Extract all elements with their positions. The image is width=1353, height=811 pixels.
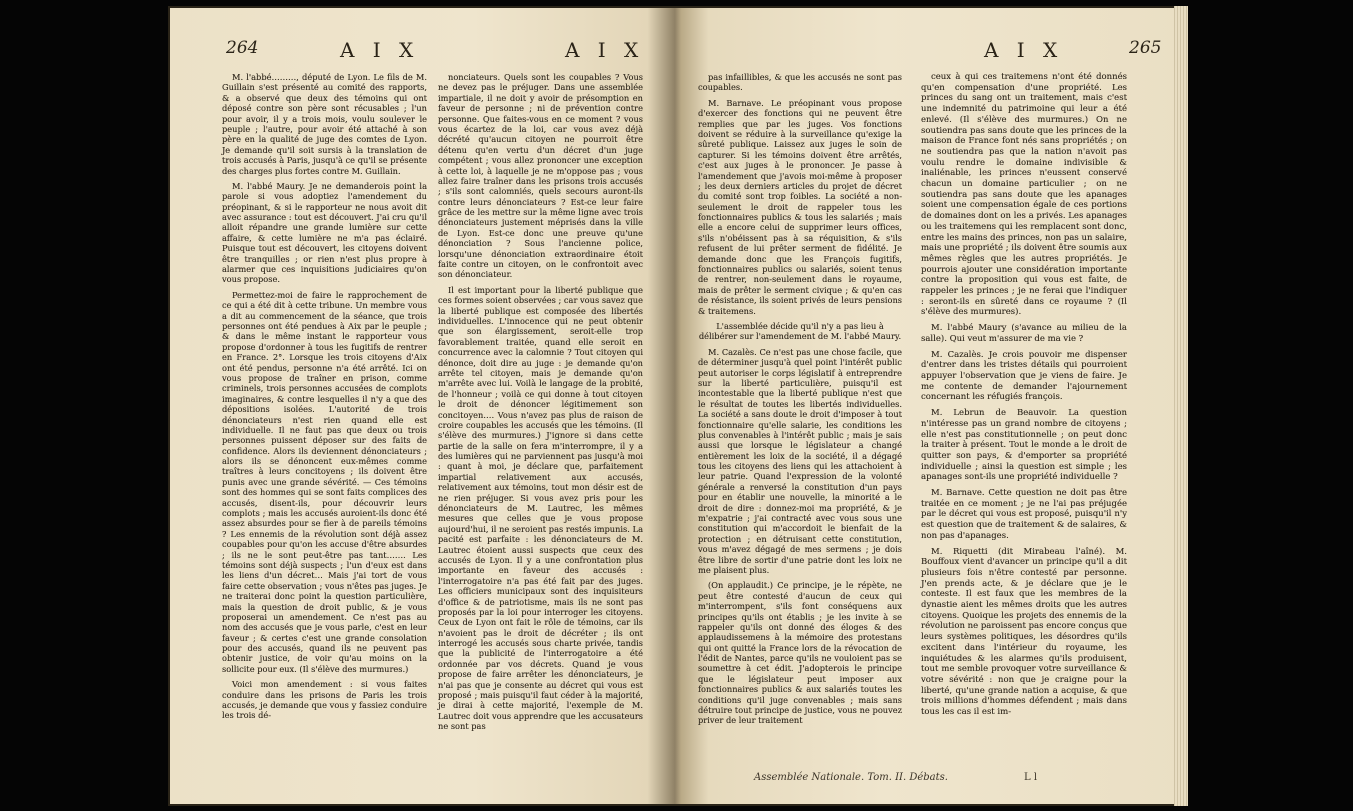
- signature-mark: L l: [1024, 772, 1038, 783]
- page-signature: Assemblée Nationale. Tom. II. Débats.: [754, 772, 948, 783]
- paragraph: M. Barnave. Le préopinant vous propose d'exercer des fonctions qui ne peuvent être remplies que par les juges. Vos fonctions doivent se réduire à la surveillance qu'exige la sûreté publique. Laissez aux juges le soin de capturer. Si les témoins doivent être arrêtés, c'est aux juges à le prononcer. Je passe à l'amendement que j'avois moi-même à proposer ; les deux derniers articles du projet de décret du comité sont trop foibles. La société a non-seulement le droit de rappeler tous les fonctionnaires publics & tous les salariés ; mais elle a encore celui de supprimer leurs offices, s'ils n'obéissent pas à sa réquisition, & s'ils refusent de lui prêter serment de fidélité. Je demande donc que les François fugitifs, fonctionnaires publics ou salariés, soient tenus de rentrer, non-seulement dans le royaume, mais de prêter le serment civique ; & qu'en cas de résistance, ils soient privés de leurs pensions & traitemens.: [698, 97, 902, 316]
- right-page-edges: [1174, 6, 1188, 806]
- paragraph: pas infaillibles, & que les accusés ne sont pas coupables.: [698, 72, 902, 93]
- paragraph: (On applaudit.) Ce principe, je le répète, ne peut être contesté d'aucun de ceux qui m'interrompent, s'ils font conséquens aux principes qu'ils ont établis ; je les invite à se rappeler qu'ils ont donné des éloges & des applaudissemens à la mémoire des protestans qui ont quitté la France lors de la révocation de l'édit de Nantes, parce qu'ils ne vouloient pas se soumettre à cet édit. J'adopterois le principe que le législateur peut imposer aux fonctionnaires publics & aux salariés toutes les conditions qu'il juge convenables ; mais sans détruire tout principe de justice, vous ne pouvez priver de leur traitement: [698, 580, 902, 726]
- paragraph: M. l'abbé Maury. Je ne demanderois point la parole si vous adoptiez l'amendement du préopinant, & si le rapporteur ne nous avoit dit avec assurance : tout est découvert. J'ai cru qu'il alloit répandre une grande lumière sur cette affaire, & cette lumière ne m'a pas éclairé. Puisque tout est découvert, les citoyens doivent être tranquilles ; or rien n'est plus propre à alarmer que ces inquisitions judiciaires qu'on vous propose.: [222, 180, 427, 285]
- paragraph: Permettez-moi de faire le rapprochement de ce qui a été dit à cette tribune. Un membre vous a dit au commencement de la séance, que trois personnes ont été pendues à Aix par le peuple ; & dans le même instant le rapporteur vous propose d'ordonner à tous les fugitifs de rentrer en France. 2°. Lorsque les trois citoyens d'Aix ont été pendus, personne n'a été arrêté. Ici on vous propose de traîner en prison, comme criminels, trois personnes accusées de complots imaginaires, & contre lesquelles il n'y a que des dépositions isolées. L'autorité de trois dénonciateurs n'est rien quand elle est individuelle. Il ne faut pas que deux ou trois personnes puissent déposer sur des faits de confidence. Alors ils deviennent dénonciateurs ; alors ils se dénoncent eux-mêmes comme traîtres à leurs concitoyens ; ils doivent être punis avec une grande sévérité. — Ces témoins sont des hommes qui se sont faits complices des accusés, disent-ils, pour découvrir leurs complots ; mais les accusés auroient-ils donc été assez absurdes pour se fier à de pareils témoins ? Les ennemis de la révolution sont déjà assez coupables pour qu'on les accuse d'être absurdes ; ils ne le sont peut-être pas tant……. Les témoins sont déjà suspects ; l'un d'eux est dans les liens d'un décret… Mais j'ai tort de vous faire cette observation ; vous n'êtes pas juges. Je ne traiterai donc point la question particulière, mais la question de droit public, & je vous proposerai un amendement. Ce n'est pas au nom des accusés que je vous parle, c'est en leur faveur ; & certes c'est une grande consolation pour des accusés, quand ils ne peuvent pas obtenir justice, de voir qu'au moins on la sollicite pour eux. (Il s'élève des murmures.): [222, 289, 427, 674]
- right-page: [694, 10, 1174, 795]
- right-page-column-2: [921, 72, 1127, 723]
- left-page-column-1: [222, 72, 427, 726]
- paragraph: M. Barnave. Cette question ne doit pas être traitée en ce moment ; je ne l'ai pas préjugée par le décret qui vous est proposé, puisqu'il n'y est question que de traitement & de salaires, & non pas d'apanages.: [921, 488, 1127, 541]
- running-head: A I X: [565, 38, 645, 62]
- paragraph: M. Riquetti (dit Mirabeau l'aîné). M. Bouffoux vient d'avancer un principe qu'il a dit plusieurs fois n'être contesté par personne. J'en prends acte, & je déclare que je le conteste. Il est faux que les membres de la dynastie aient les mêmes droits que les autres citoyens. Quoique les projets des ennemis de la révolution ne paroissent pas encore conçus que leurs systèmes politiques, les désordres qu'ils excitent dans l'intérieur du royaume, les inquiétudes & les alarmes qu'ils produisent, tout me semble provoquer votre surveillance & votre sévérité : non que je craigne pour la liberté, qu'une grande nation a acquise, & que trois millions d'hommes défendent ; mais dans tous les cas il est im-: [921, 546, 1127, 718]
- paragraph: M. l'abbé Maury (s'avance au milieu de la salle). Qui veut m'assurer de ma vie ?: [921, 323, 1127, 344]
- paragraph: Il est important pour la liberté publique que ces formes soient observées ; car vous savez que la liberté publique est composée des libertés individuelles. L'innocence qui ne peut obtenir que son élargissement, seroit-elle trop favorablement traitée, quand elle seroit en concurrence avec la calomnie ? Tout citoyen qui dénonce, doit dire au juge : je demande qu'on arrête tel citoyen, mais je demande qu'on m'arrête avec lui. Voilà le langage de la probité, de l'honneur ; voilà ce qui donne à tout citoyen le droit de dénoncer légitimement son concitoyen…. Vous n'avez pas plus de raison de croire coupables les accusés que les témoins. (Il s'élève des murmures.) J'ignore si dans cette partie de la salle on fera m'interrompre, il y a des lumières qui ne parviennent pas jusqu'à moi : quant à moi, je déclare que, parfaitement impartial relativement aux accusés, relativement aux témoins, tout mon désir est de ne rien préjuger. Si vous avez pris pour les dénonciateurs de M. Lautrec, les mêmes mesures que celles que je vous propose aujourd'hui, il ne seroient pas restés impunis. La pacité est parfaite : les dénonciateurs de M. Lautrec étoient aussi suspects que ceux des accusés de Lyon. Il y a une confrontation plus importante en faveur des accusés : l'interrogatoire n'a pas été fait par des juges. Les officiers municipaux sont des inquisiteurs d'office & de patriotisme, mais ils ne sont pas proposés par la loi pour interroger les citoyens. Ceux de Lyon ont fait le rôle de témoins, car ils n'avoient pas le droit de décréter ; ils ont interrogé les accusés sous charte privée, tandis que la publicité de l'interrogatoire a été ordonnée par vos décrets. Quand je vous propose de faire arrêter les dénonciateurs, je n'ai pas que je consente au décret qui vous est proposé ; mais puisqu'il faut céder à la majorité, je dirai à cette majorité, l'exemple de M. Lautrec doit vous apprendre que les accusateurs ne sont pas: [438, 284, 643, 732]
- paragraph: M. Cazalès. Ce n'est pas une chose facile, que de déterminer jusqu'à quel point l'intérêt public peut autoriser le corps législatif à entreprendre sur la liberté particulière, puisqu'il est incontestable que la liberté publique n'est que le résultat de toutes les libertés individuelles. La société a sans doute le droit d'imposer à tout fonctionnaire qu'elle salarie, les conditions les plus convenables à l'intérêt public ; mais je sais aussi que lorsque le législateur a changé entièrement les loix de la société, il a dégagé tous les citoyens des liens qui les attachoient à leur patrie. Quand l'expression de la volonté générale a renversé la constitution d'un pays pour en établir une nouvelle, la minorité a le droit de dire : donnez-moi ma propriété, & je m'expatrie ; j'ai contracté avec vous sous une constitution qui m'accordoit le bienfait de la protection ; en détruisant cette constitution, vous m'avez dégagé de mes sermens ; je dois être libre de sortir d'une patrie dont les loix ne me plaisent plus.: [698, 346, 902, 575]
- running-head: A I X: [984, 38, 1064, 62]
- running-head: A I X: [340, 38, 420, 62]
- right-page-column-1: [698, 72, 902, 731]
- paragraph: L'assemblée décide qu'il n'y a pas lieu à délibérer sur l'amendement de M. l'abbé Maury.: [698, 320, 902, 342]
- left-page: [180, 10, 660, 795]
- page-number: 264: [226, 38, 259, 58]
- paragraph: M. Cazalès. Je crois pouvoir me dispenser d'entrer dans les tristes détails qui pourroient appuyer l'observation que je viens de faire. Je me contente de demander l'ajournement concernant les réfugiés françois.: [921, 349, 1127, 403]
- paragraph: nonciateurs. Quels sont les coupables ? Vous ne devez pas le préjuger. Dans une assemblée impartiale, il ne doit y avoir de présomption en faveur de personne ; ni de prévention contre personne. Que faites-vous en ce moment ? vous vous écartez de la loi, car vous avez déjà décrété qu'aucun citoyen ne pourroit être détenu qu'en vertu d'un décret d'un juge compétent ; vous allez prononcer une exception à cette loi, à laquelle je ne m'oppose pas ; vous allez faire traîner dans les prisons trois accusés ; s'ils sont calomniés, quels secours auront-ils contre leurs dénonciateurs ? Est-ce leur faire grâce de les mettre sur la même ligne avec trois dénonciateurs justement méprisés dans la ville de Lyon. Est-ce donc une preuve qu'une dénonciation ? Sous l'ancienne police, lorsqu'une dénonciation extraordinaire étoit faite contre un citoyen, on le confrontoit avec son dénonciateur.: [438, 72, 643, 280]
- page-number: 265: [1129, 38, 1162, 58]
- paragraph: M. Lebrun de Beauvoir. La question n'intéresse pas un grand nombre de citoyens ; elle n'est pas constitutionnelle ; on peut donc la traiter à présent. Tout le monde a le droit de quitter son pays, & d'emporter sa propriété individuelle ; ainsi la question est simple ; les apanages sont-ils une propriété individuelle ?: [921, 408, 1127, 483]
- paragraph: M. l'abbé………, député de Lyon. Le fils de M. Guillain s'est présenté au comité des rapports, & a observé que deux des témoins qui ont déposé contre son père sont récusables ; l'un pour avoir, il y a trois mois, voulu soulever le peuple ; l'autre, pour avoir été attaché à son père en la qualité de juge des comtes de Lyon. Je demande qu'il soit sursis à la translation de trois accusés à Paris, jusqu'à ce qu'il se présente des charges plus fortes contre M. Guillain.: [222, 72, 427, 176]
- paragraph: ceux à qui ces traitemens n'ont été donnés qu'en compensation d'une propriété. Les princes du sang ont un traitement, mais c'est une indemnité du patrimoine qui leur a été enlevé. (Il s'élève des murmures.) On ne soutiendra pas sans doute que les princes de la maison de France font nés sans propriétés ; on ne soutiendra pas que la nation n'avoit pas voulu rendre le domaine indivisible & inaliénable, les princes n'eussent conservé chacun un domaine particulier ; on ne soutiendra pas sans doute que les apanages soient une compensation égale de ces portions de domaines dont on les a privés. Les apanages ou les traitemens qui les remplacent sont donc, entre les mains des princes, non pas un salaire, mais une propriété ; ils doivent être soumis aux mêmes règles que les autres propriétés. Je pourrois ajouter une considération importante contre la proposition qui vous est faite, de rappeler les princes ; je ne ferai que l'indiquer : seront-ils en sûreté dans ce royaume ? (Il s'élève des murmures).: [921, 72, 1127, 318]
- paragraph: Voici mon amendement : si vous faites conduire dans les prisons de Paris les trois accusés, je demande que vous y fassiez conduire les trois dé-: [222, 679, 427, 721]
- left-page-column-2: [438, 72, 643, 737]
